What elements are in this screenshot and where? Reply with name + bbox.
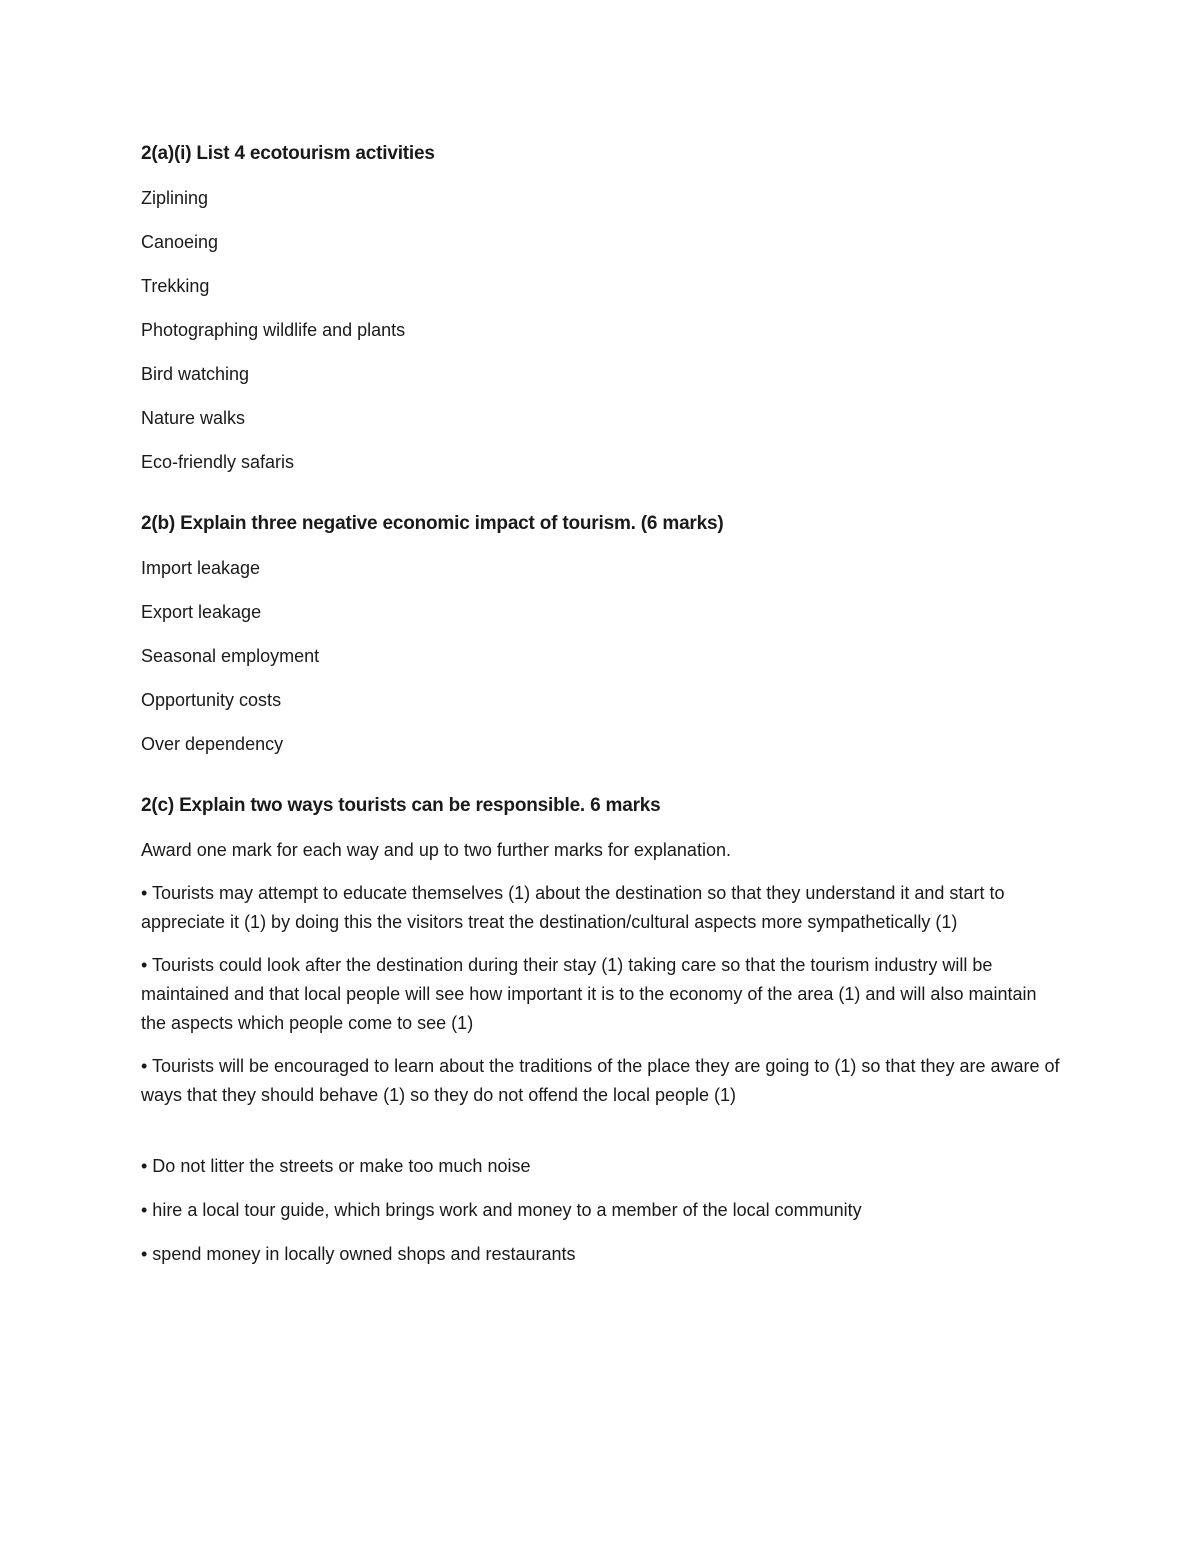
- bullet-point: • Do not litter the streets or make too much noise: [141, 1156, 531, 1176]
- bullet-point: • Tourists could look after the destination during their stay (1) taking care so that the tourism industry will be maintained and that local people will see how important it is to the economy of the area (1) and will also maintain the aspects which people come to see (1): [141, 955, 1037, 1033]
- bullet-point: • hire a local tour guide, which brings work and money to a member of the local community: [141, 1200, 862, 1220]
- section-2c-heading: 2(c) Explain two ways tourists can be responsible. 6 marks: [141, 795, 661, 816]
- list-item: Nature walks: [141, 408, 246, 428]
- section-spacer: [141, 476, 1061, 510]
- section-2b: [141, 510, 1061, 758]
- bullet-point: • Tourists will be encouraged to learn about the traditions of the place they are going to (1) so that they are aware of ways that they should behave (1) so they do not offend the local people (1): [141, 1056, 1060, 1105]
- list-item: Bird watching: [141, 364, 250, 384]
- list-item: Trekking: [141, 276, 210, 296]
- list-item: Over dependency: [141, 734, 284, 754]
- document-page: [141, 140, 1061, 1284]
- paragraph-spacer: [141, 1124, 1061, 1152]
- section-2a: [141, 140, 1061, 476]
- section-2a-heading: 2(a)(i) List 4 ecotourism activities: [141, 143, 435, 164]
- section-spacer: [141, 758, 1061, 792]
- list-item: Canoeing: [141, 232, 219, 252]
- list-item: Import leakage: [141, 558, 261, 578]
- list-item: Seasonal employment: [141, 646, 320, 666]
- marking-instruction: Award one mark for each way and up to two further marks for explanation.: [141, 840, 731, 860]
- list-item: Opportunity costs: [141, 690, 282, 710]
- list-item: Photographing wildlife and plants: [141, 320, 406, 340]
- list-item: Ziplining: [141, 188, 209, 208]
- section-2b-heading: 2(b) Explain three negative economic impact of tourism. (6 marks): [141, 513, 724, 534]
- list-item: Eco-friendly safaris: [141, 452, 295, 472]
- bullet-point: • Tourists may attempt to educate themselves (1) about the destination so that they understand it and start to appreciate it (1) by doing this the visitors treat the destination/cultural aspects more sympathetically (1): [141, 883, 1005, 932]
- list-item: Export leakage: [141, 602, 262, 622]
- bullet-point: • spend money in locally owned shops and restaurants: [141, 1244, 576, 1264]
- section-2c: [141, 792, 1061, 1268]
